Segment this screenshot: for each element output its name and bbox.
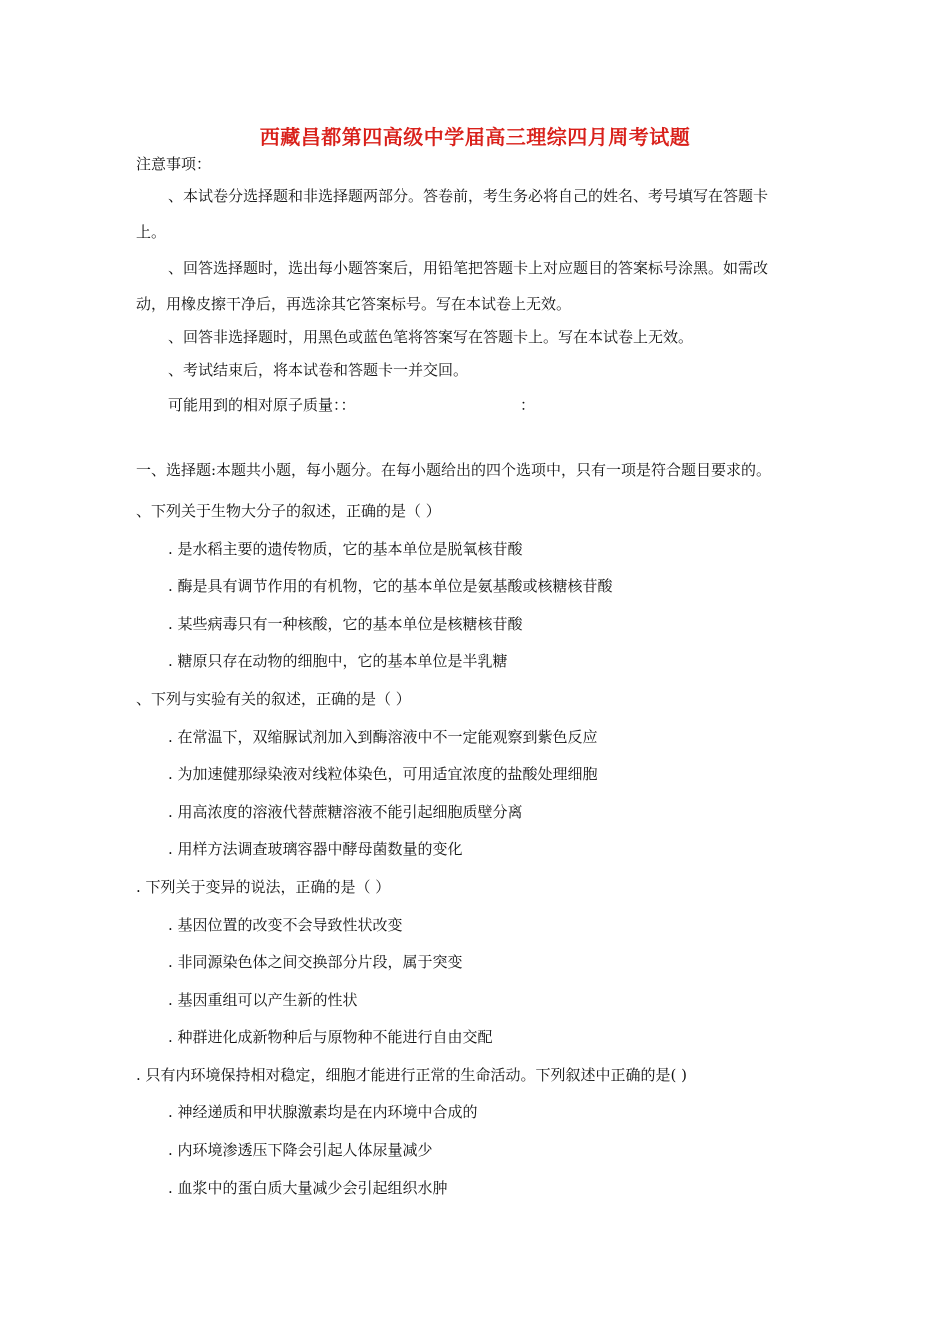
notice-item-3: 、回答非选择题时，用黑色或蓝色笔将答案写在答题卡上。写在本试卷上无效。	[168, 328, 694, 346]
notice-item-1: 、本试卷分选择题和非选择题两部分。答卷前，考生务必将自己的姓名、考号填写在答题卡	[168, 187, 769, 205]
question-2-option-d: . 用样方法调查玻璃容器中酵母菌数量的变化	[168, 840, 463, 858]
question-1-option-a: . 是水稻主要的遗传物质，它的基本单位是脱氧核苷酸	[168, 540, 523, 558]
question-1-option-b: . 酶是具有调节作用的有机物，它的基本单位是氨基酸或核糖核苷酸	[168, 577, 613, 595]
question-1-option-d: . 糖原只存在动物的细胞中，它的基本单位是半乳糖	[168, 652, 508, 670]
question-1-option-c: . 某些病毒只有一种核酸，它的基本单位是核糖核苷酸	[168, 615, 523, 633]
notice-item-4: 、考试结束后，将本试卷和答题卡一并交回。	[168, 361, 469, 379]
notice-item-2-cont: 动，用橡皮擦干净后，再选涂其它答案标号。写在本试卷上无效。	[136, 295, 572, 313]
exam-title: 西藏昌都第四高级中学届高三理综四月周考试题	[259, 125, 691, 149]
question-2-option-c: . 用高浓度的溶液代替蔗糖溶液不能引起细胞质壁分离	[168, 803, 523, 821]
notice-item-1-cont: 上。	[136, 223, 167, 241]
atomic-mass-label: 可能用到的相对原子质量：：	[168, 396, 356, 414]
notice-heading: 注意事项：	[136, 155, 212, 173]
question-3-option-d: . 种群进化成新物种后与原物种不能进行自由交配	[168, 1028, 493, 1046]
question-3-option-a: . 基因位置的改变不会导致性状改变	[168, 916, 403, 934]
question-4-option-b: . 内环境渗透压下降会引起人体尿量减少	[168, 1141, 433, 1159]
question-3-stem: . 下列关于变异的说法，正确的是（ ）	[136, 878, 391, 896]
question-2-stem: 、下列与实验有关的叙述，正确的是（ ）	[136, 690, 411, 708]
question-3-option-b: . 非同源染色体之间交换部分片段，属于突变	[168, 953, 463, 971]
section-heading: 一、选择题:本题共小题，每小题分。在每小题给出的四个选项中，只有一项是符合题目要求的。	[136, 461, 772, 479]
question-4-stem: . 只有内环境保持相对稳定，细胞才能进行正常的生命活动。下列叙述中正确的是( )	[136, 1066, 688, 1084]
atomic-mass-tail: ：	[520, 396, 536, 414]
question-3-option-c: . 基因重组可以产生新的性状	[168, 991, 358, 1009]
question-4-option-c: . 血浆中的蛋白质大量减少会引起组织水肿	[168, 1179, 448, 1197]
question-2-option-b: . 为加速健那绿染液对线粒体染色，可用适宜浓度的盐酸处理细胞	[168, 765, 598, 783]
notice-item-2: 、回答选择题时，选出每小题答案后，用铅笔把答题卡上对应题目的答案标号涂黑。如需改	[168, 259, 769, 277]
question-1-stem: 、下列关于生物大分子的叙述，正确的是（ ）	[136, 502, 441, 520]
question-4-option-a: . 神经递质和甲状腺激素均是在内环境中合成的	[168, 1103, 478, 1121]
question-2-option-a: . 在常温下，双缩脲试剂加入到酶溶液中不一定能观察到紫色反应	[168, 728, 598, 746]
